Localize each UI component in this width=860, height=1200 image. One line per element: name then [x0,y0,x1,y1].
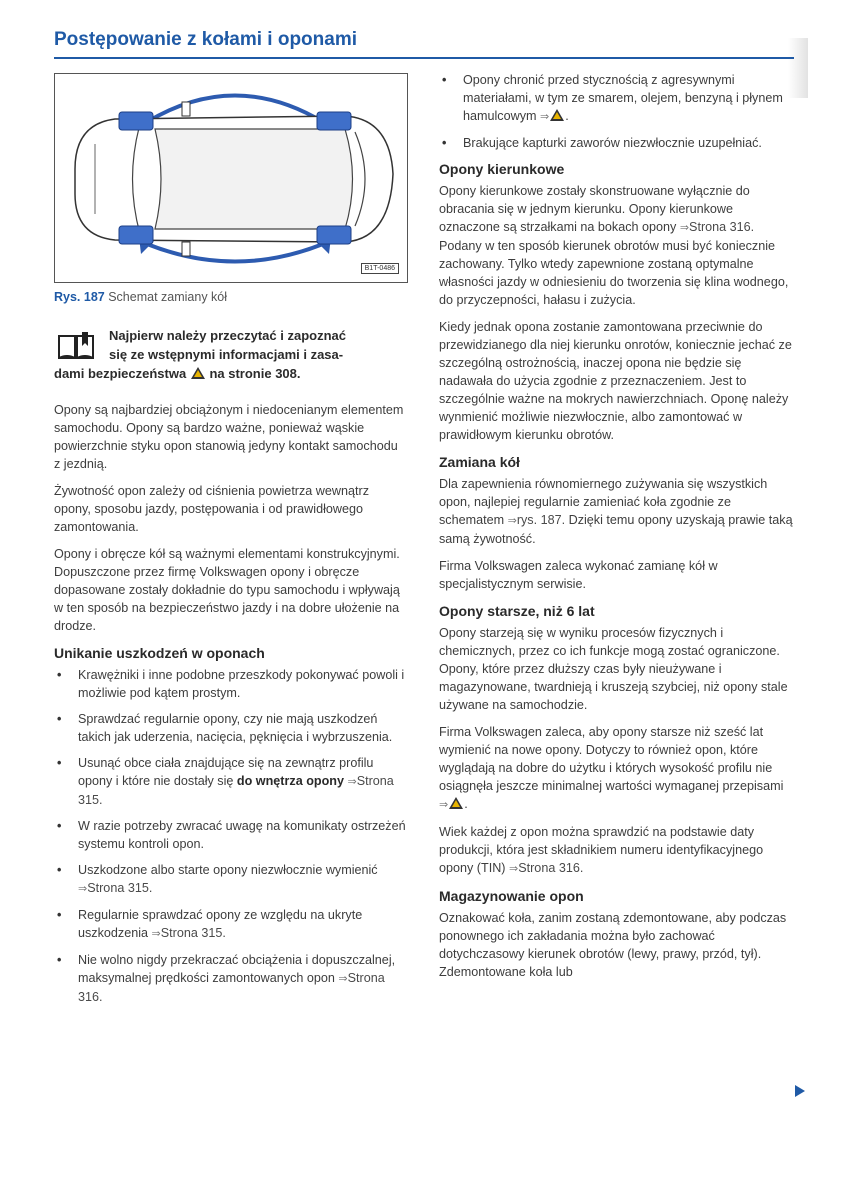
heading-wheel-swap: Zamiana kół [439,454,520,470]
list-item [54,906,406,943]
title-rule [54,57,794,59]
right-column [439,71,793,990]
ref-arrow-icon: ⇒ [338,973,348,985]
page-reference-link[interactable]: Strona 315. [87,881,153,895]
figure-reference-link[interactable]: rys. 187. [516,513,566,527]
note-page-ref[interactable]: na stronie 308. [209,366,301,381]
figure-caption [54,290,227,304]
page-reference-link[interactable]: Strona 316. [518,861,584,875]
heading-directional-tyres: Opony kierunkowe [439,161,565,177]
list-item-text-part: Usunąć obce ciała znajdujące się na zewnątrz profilu opony i które nie dostały się [78,756,374,788]
wheel-rear-right [317,226,351,244]
list-item-text: W razie potrzeby zwracać uwagę na komunikaty ostrzeżeń systemu kontroli opon. [78,819,406,851]
note-line-3 [54,364,410,383]
list-item-text [78,861,406,898]
bullet-dot: • [57,712,62,726]
bullet-dot: • [442,136,447,150]
swap-paragraph-2: Firma Volkswagen zaleca wykonać zamianę kół w specjalistycznym serwisie. [439,559,718,591]
warning-triangle-icon [191,367,205,379]
mirror-left [182,102,190,116]
list-item [54,951,406,1006]
old-tyres-paragraph-1: Opony starzeją się w wyniku procesów fizycznych i chemicznych, przez co ich funkcje mogą zostać ograniczone. Opony, które przez dłuższy czas były nieużywane i magazynowane, twardnieją i kruszeją szybciej, niż opony stale używane na samochodzie. [439,626,788,712]
ref-arrow-icon: ⇒ [507,515,517,527]
rotation-arrow-bottom [147,244,323,262]
list-item [54,817,406,853]
bullet-dot: • [442,73,447,87]
page-title: Postępowanie z kołami i oponami [54,29,357,50]
old-tyres-paragraph-3 [439,823,793,878]
bullet-dot: • [57,819,62,833]
ref-arrow-icon: ⇒ [347,776,357,788]
list-item-text: Sprawdzać regularnie opony, czy nie mają uszkodzeń takich jak uderzenia, nacięcia, pęknięcia i wybrzuszenia. [78,712,393,744]
left-column [54,401,406,1014]
ref-arrow-icon: ⇒ [679,222,690,234]
list-item-text: Brakujące kapturki zaworów niezwłocznie uzupełniać. [463,136,762,150]
safety-note [54,326,410,383]
warning-triangle-icon[interactable] [449,797,463,809]
wheel-rotation-figure [54,73,408,283]
paragraph-text-part: Firma Volkswagen zaleca, aby opony starsze niż sześć lat wymienić na nowe opony. Dotyczy to również opon, które wyglądają na dobre do użytku i których wysokość profilu nie osiągnęła jeszcze minimalnej wartości wymaganej przepisami [439,725,784,793]
paragraph-text-part: Wiek każdej z opon można sprawdzić na podstawie daty produkcji, która jest składnikiem numeru identyfikacyjnego opony (TIN) [439,825,764,875]
list-item-text-part: Nie wolno nigdy przekraczać obciążenia i dopuszczalnej, maksymalnej prędkości zamontowanych opon [78,953,396,985]
wheel-front-left [119,112,153,130]
ref-arrow-icon: ⇒ [539,111,550,123]
storage-paragraph: Oznakować koła, zanim zostaną zdemontowane, aby podczas ponownego ich zakładania można było zachować dotychczasowy kierunek obrotów (lewy, prawy, przód, tył). Zdemontowane koła lub [439,911,787,979]
swap-paragraph-1 [439,475,793,548]
figure-caption-text: Schemat zamiany kół [108,290,228,304]
ref-arrow-icon: ⇒ [509,863,519,875]
bullet-dot: • [57,953,62,967]
paragraph-text-part: Dla zapewnienia równomiernego zużywania się wszystkich opon, najlepiej regularnie zamieniać koła zgodnie ze schematem [439,477,768,527]
paragraph-text-part: Dzięki temu opony uzyskają prawie taką samą żywotność. [439,513,793,546]
heading-damage: Unikanie uszkodzeń w oponach [54,645,265,661]
bullet-dot: • [57,908,62,922]
ref-arrow-icon: ⇒ [78,883,88,895]
intro-paragraph-3: Opony i obręcze kół są ważnymi elementami konstrukcyjnymi. Dopuszczone przez firmę Volkswagen opony i obręcze dopasowane zostały dokładnie do typu samochodu i wpływają w ten sposób na bezpieczeństwo jazdy i na dobre ułożenie na drodze. [54,547,400,633]
paragraph-text-part: Opony kierunkowe zostały skonstruowane wyłącznie do obracania się w jednym kierunku. Opony kierunkowe oznaczone są strzałkami na bokach opony [439,184,750,234]
warning-triangle-icon[interactable] [550,109,564,121]
list-item-text-part: Regularnie sprawdzać opony ze względu na ukryte uszkodzenia [78,908,363,940]
list-item [54,710,406,746]
list-item-text: Opony chronić przed stycznością z agresywnymi materiałami, w tym ze smarem, olejem, benzyną i płynem hamulcowym ⇒ . [463,73,783,123]
list-item-text-part: Opony chronić przed stycznością z agresywnymi materiałami, w tym ze smarem, olejem, benzyną i płynem hamulcowym [463,73,783,123]
continue-arrow-icon[interactable] [795,1085,805,1097]
list-item-text: Krawężniki i inne podobne przeszkody pokonywać powoli i możliwie pod kątem prostym. [78,668,405,700]
page-reference-link[interactable]: Strona 316. [689,220,755,234]
car-top-view-diagram [55,74,409,284]
intro-paragraph-2: Żywotność opon zależy od ciśnienia powietrza wewnątrz opony, sposobu jazdy, postępowania i od prawidłowego zamontowania. [54,484,369,534]
intro-paragraph-1: Opony są najbardziej obciążonym i niedocenianym elementem samochodu. Opony są bardzo ważne, ponieważ wąskie powierzchnie styku opon stanowią jedyny kontakt samochodu z jezdnią. [54,403,404,471]
list-item [54,861,406,898]
list-item [439,71,793,126]
list-item [439,134,793,152]
wheel-rear-left [317,112,351,130]
list-item-text [78,906,406,943]
note-line-1: Najpierw należy przeczytać i zapoznać [109,328,346,343]
ref-arrow-icon: ⇒ [439,799,449,811]
directional-paragraph-1 [439,182,793,309]
bullet-dot: • [57,756,62,770]
mirror-right [182,242,190,256]
directional-paragraph-2: Kiedy jednak opona zostanie zamontowana przeciwnie do przewidzianego dla niej kierunku onrotów, koniecznie jechać ze szczególną ostrożnością, inaczej opona nie będzie się nadawała do użycia zgodnie z przeznaczeniem. Jest to szczególnie ważne na mokrych nawierzchniach. Oponę należy wynmienić możliwie niezwłocznie, albo zamontować w prawidłowym kierunku obrotów. [439,320,792,442]
bullet-dot: • [57,863,62,877]
ref-arrow-icon: ⇒ [151,928,161,940]
bold-emphasis: do wnętrza opony [236,774,344,788]
list-item [54,754,406,809]
wheel-front-right [119,226,153,244]
page-reference-link[interactable]: Strona 316. [78,971,385,1004]
paragraph-text-part: Podany w ten sposób kierunek obrotów musi być koniecznie zachowany. Tylko wtedy zapewnione zostaną optymalne własności jazdy w odniesieniu do tworzenia się klina wodnego, do przyczepności, hałasu i zużycia. [439,239,789,307]
figure-caption-label: Rys. 187 [54,290,105,304]
heading-storage: Magazynowanie opon [439,888,584,904]
page-reference-link[interactable]: Strona 315. [78,774,394,807]
old-tyres-paragraph-2: Firma Volkswagen zaleca, aby opony starsze niż sześć lat wymienić na nowe opony. Dotyczy to również opon, które wyglądają na dobre do użytku i których wysokość profilu nie osiągnęła jeszcze minimalnej wartości wymaganej przepisami ⇒ . [439,725,784,811]
figure-code: B1T-0486 [361,263,399,274]
list-item-text [78,754,406,809]
list-item-text [78,951,406,1006]
car-roof [155,129,353,229]
note-line-3-text: dami bezpieczeństwa [54,366,187,381]
list-item [54,666,406,702]
page-reference-link[interactable]: Strona 315. [160,926,226,940]
heading-old-tyres: Opony starsze, niż 6 lat [439,603,595,619]
list-item-text-part: Uszkodzone albo starte opony niezwłocznie wymienić [78,863,378,877]
bullet-dot: • [57,668,62,682]
note-line-2: się ze wstępnymi informacjami i zasa- [109,347,344,362]
